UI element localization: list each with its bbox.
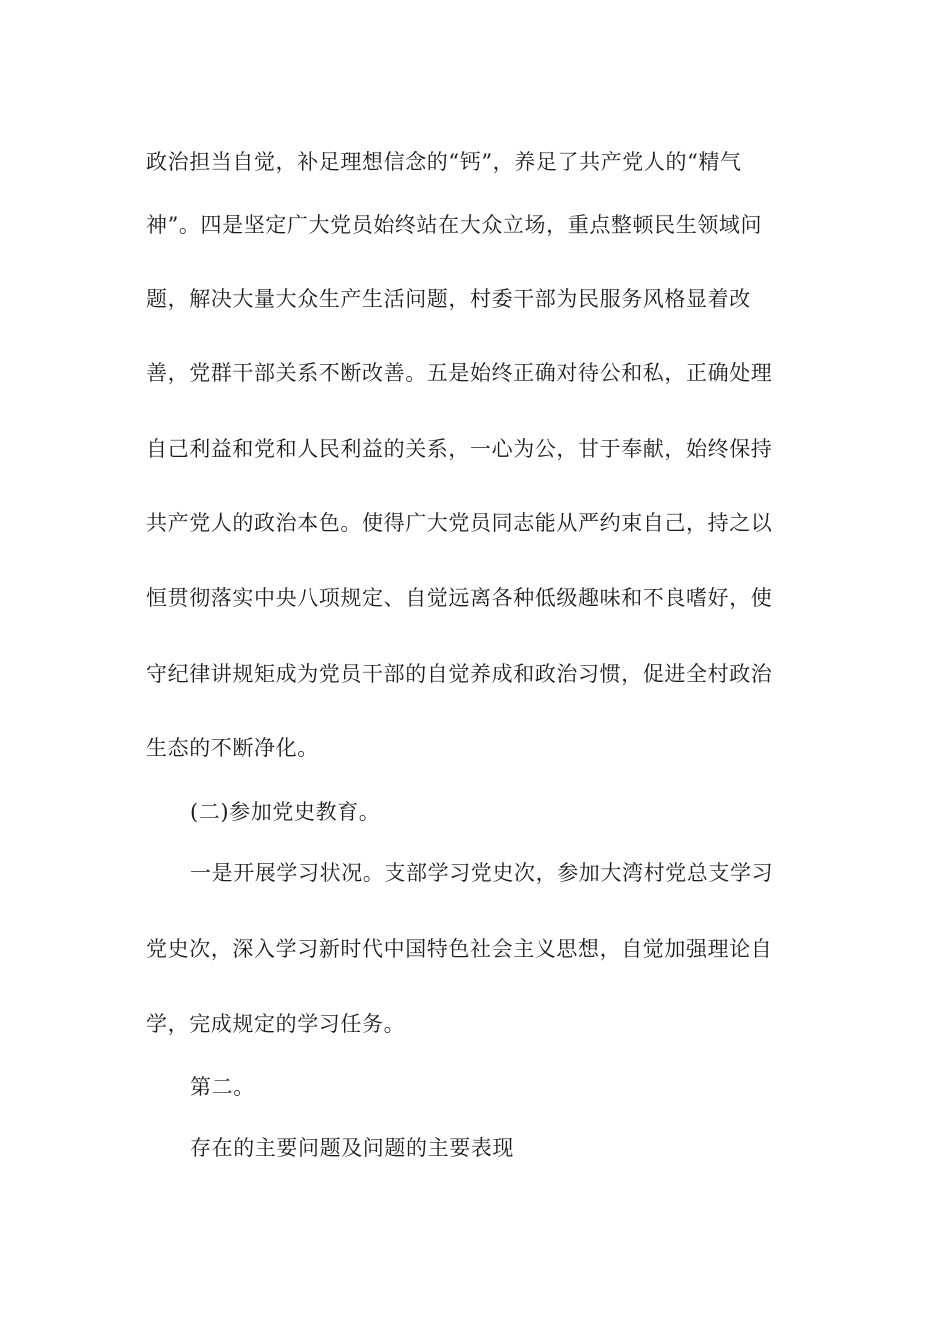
body-line-7: 恒贯彻落实中央八项规定、自觉远离各种低级趣味和不良嗜好，使 [146, 586, 773, 610]
subsection-heading: 存在的主要问题及问题的主要表现 [190, 1136, 514, 1160]
body-line-3: 题，解决大量大众生产生活问题，村委干部为民服务风格显着改 [146, 287, 751, 311]
body-line-11: 党史次，深入学习新时代中国特色社会主义思想，自觉加强理论自 [146, 937, 773, 961]
body-line-4: 善，党群干部关系不断改善。五是始终正确对待公和私，正确处理 [146, 361, 773, 385]
body-line-8: 守纪律讲规矩成为党员干部的自觉养成和政治习惯，促进全村政治 [146, 662, 773, 686]
body-line-2: 神”。四是坚定广大党员始终站在大众立场，重点整顿民生领域问 [146, 213, 763, 237]
body-line-12: 学，完成规定的学习任务。 [146, 1012, 406, 1036]
body-line-5: 自己利益和党和人民利益的关系，一心为公，甘于奉献，始终保持 [146, 437, 773, 461]
body-line-1: 政治担当自觉，补足理想信念的“钙”，养足了共产党人的“精气 [146, 150, 742, 174]
section-heading: (二)参加党史教育。 [190, 800, 381, 824]
body-line-10: 一是开展学习状况。支部学习党史次，参加大湾村党总支学习 [190, 861, 774, 885]
subsection-label: 第二。 [190, 1075, 255, 1099]
body-line-6: 共产党人的政治本色。使得广大党员同志能从严约束自己，持之以 [146, 511, 773, 535]
body-line-9: 生态的不断净化。 [146, 736, 319, 760]
